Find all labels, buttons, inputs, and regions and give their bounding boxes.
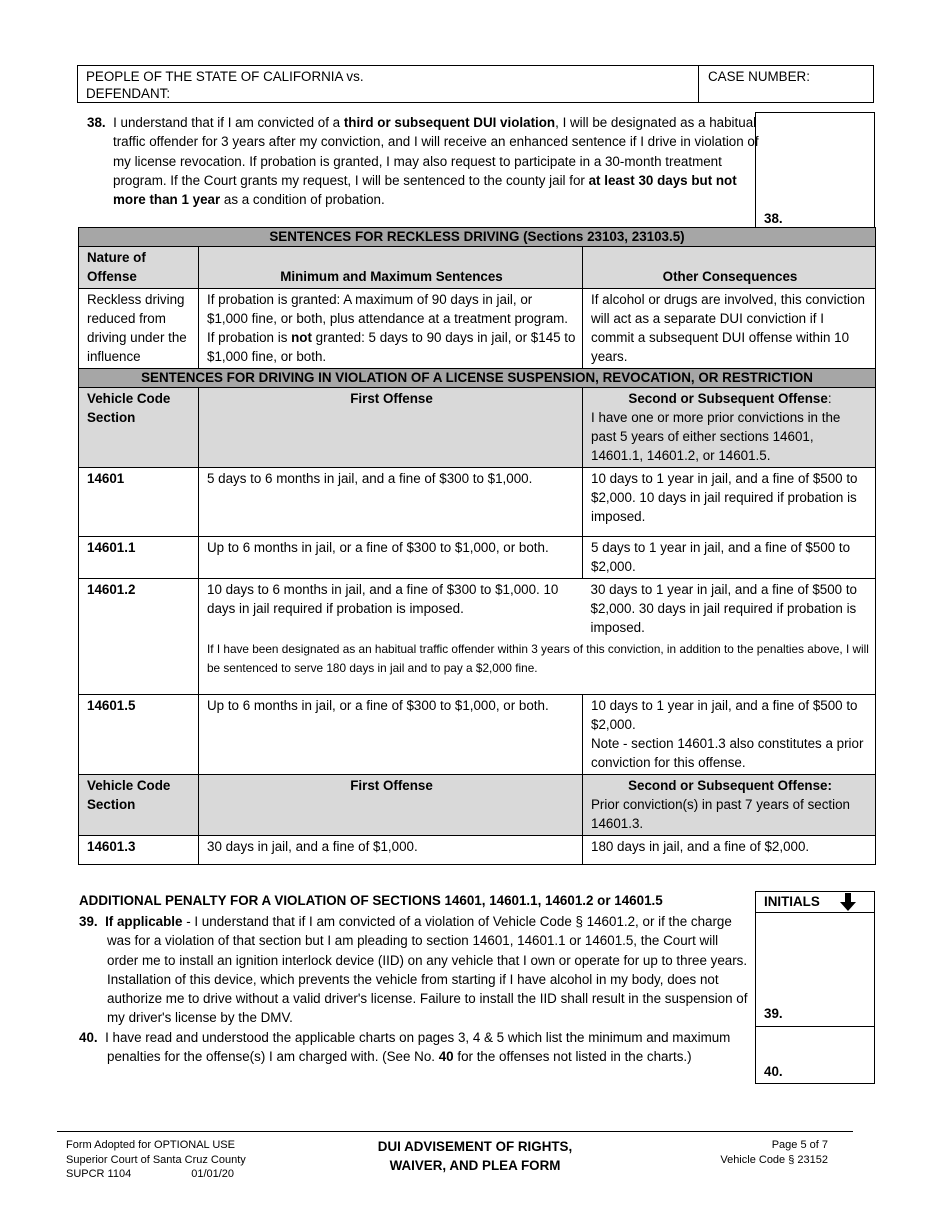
item-39: 39. If applicable - I understand that if I am convicted of a violation of Vehicle Code § 14601.2, or if the charge was for a violation of that section but I am pleading to section 14601, 14601.1 or 14601.5, the Court will order me to install an ignition interlock device (IID) on any vehicle that I own or operate for up to three years. Installation of this device, which prevents the vehicle from starting if I have alcohol in my body, does not authorize me to drive without a valid driver's license. Failure to install the IID shall result in the suspension of my driver's license by the DMV. [79,914,748,1026]
initials-box[interactable] [755,891,875,1084]
license-header-row: Vehicle Code Section First Offense Second or Subsequent Offense: I have one or more prior convictions in the past 5 years of either sections 14601, 14601.1, 14601.2, or 14601.5. [79,388,876,468]
arrow-down-icon [840,893,856,911]
sentences-table [78,227,876,865]
additional-items [79,912,749,1066]
item-38: 38. I understand that if I am convicted of a third or subsequent DUI violation, I will be designated as a habitual traffic offender for 3 years after my conviction, and I will receive an enhanced sentence if I drive in violation of my license revocation. If probation is granted, I may also request to participate in a 30-month treatment program. If the Court grants my request, I will be sentenced to the county jail for at least 30 days but not more than 1 year as a condition of probation. [87,115,759,208]
footer-rule [57,1131,853,1132]
table-row: 14601.5 Up to 6 months in jail, or a fine of $300 to $1,000, or both. 10 days to 1 year in jail, and a fine of $500 to $2,000. Note - section 14601.3 also constitutes a prior conviction for this offense. [79,695,876,775]
initials-box-38[interactable] [755,112,875,228]
initials-label: INITIALS [764,894,820,909]
initials-box-38-label: 38. [764,211,783,226]
item-40: 40. I have read and understood the applicable charts on pages 3, 4 & 5 which list the minimum and maximum penalties for the offense(s) I am charged with. (See No. 40 for the offenses not listed in the charts.) [79,1029,731,1065]
page-number: Page 5 of 7 [771,1139,828,1151]
initials-box-39-label: 39. [764,1006,783,1021]
table-row: 14601.2 10 days to 6 months in jail, and a fine of $300 to $1,000. 10 days in jail required if probation is imposed. 30 days to 1 year in jail, and a fine of $500 to $2,000. 30 days in jail required if probation is imposed. [79,579,876,640]
case-header [77,65,874,103]
table-row: 14601.3 30 days in jail, and a fine of $1,000. 180 days in jail, and a fine of $2,000. [79,836,876,865]
table-row-note: If I have been designated as an habitual traffic offender within 3 years of this conviction, in addition to the penalties above, I will be sentenced to serve 180 days in jail and to pay a $2,000 fine. [79,639,876,695]
reckless-header-row: Nature of Offense Minimum and Maximum Sentences Other Consequences [79,247,876,289]
case-number-label: CASE NUMBER: [708,69,810,84]
reckless-driving-band: SENTENCES FOR RECKLESS DRIVING (Sections 23103, 23103.5) [79,228,876,247]
license-header-row-2: Vehicle Code Section First Offense Second or Subsequent Offense: Prior conviction(s) in past 7 years of section 14601.3. [79,775,876,836]
additional-penalty-heading: ADDITIONAL PENALTY FOR A VIOLATION OF SECTIONS 14601, 14601.1, 14601.2 or 14601.5 [79,893,663,908]
parties-field[interactable] [86,68,364,102]
defendant-label: DEFENDANT: [86,86,171,101]
form-title: DUI ADVISEMENT OF RIGHTS, WAIVER, AND PLEA FORM [377,1139,573,1173]
footer-left: Form Adopted for OPTIONAL USE Superior Court of Santa Cruz County SUPCR 1104 01/01/20 [66,1139,246,1180]
table-row: 14601 5 days to 6 months in jail, and a fine of $300 to $1,000. 10 days to 1 year in jail, and a fine of $500 to $2,000. 10 days in jail required if probation is imposed. [79,468,876,537]
case-number-field[interactable] [708,68,810,85]
initials-box-40-label: 40. [764,1064,783,1079]
reckless-row: Reckless driving reduced from driving under the influence If probation is granted: A maximum of 90 days in jail, or $1,000 fine, or both, plus attendance at a treatment program. If probation is not granted: 5 days to 90 days in jail, or $145 to $1,000 fine, or both. If alcohol or drugs are involved, this conviction will act as a separate DUI conviction if I commit a subsequent DUI offense within 10 years. [79,289,876,369]
people-label: PEOPLE OF THE STATE OF CALIFORNIA vs. [86,69,364,84]
footer-right: Page 5 of 7 Vehicle Code § 23152 [660,1138,828,1167]
license-violation-band: SENTENCES FOR DRIVING IN VIOLATION OF A LICENSE SUSPENSION, REVOCATION, OR RESTRICTION [79,369,876,388]
table-row: 14601.1 Up to 6 months in jail, or a fine of $300 to $1,000, or both. 5 days to 1 year in jail, and a fine of $500 to $2,000. [79,537,876,579]
